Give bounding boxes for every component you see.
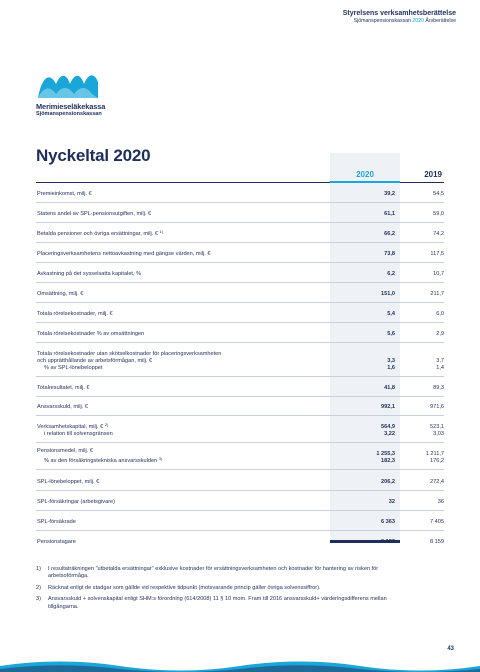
row-label: Ansvarsskuld, milj. €	[37, 404, 88, 410]
value-2019: 117,5	[430, 251, 444, 257]
value-2020: 32	[388, 499, 395, 505]
value-2019: 971,6	[430, 404, 444, 410]
value-2020: 6 363	[381, 519, 395, 525]
column-header-2020: 2020	[356, 170, 374, 179]
footnote-number: 2)	[36, 584, 41, 591]
row-label: Pensionsmedel, milj. €	[37, 448, 93, 454]
row-label: Totalresultatet, milj. €	[37, 385, 90, 391]
value-2019-sub: 176,2	[430, 458, 444, 464]
header-title: Styrelsens verksamhetsberättelse	[342, 10, 456, 17]
footer-wave-decoration	[0, 658, 480, 672]
value-2019: 3,7	[436, 358, 444, 364]
footnote-ref: 3)	[158, 456, 163, 461]
logo	[36, 70, 136, 117]
row-sublabel: % av SPL-lönebeloppet	[44, 365, 103, 371]
header-doc: Årsberättelse	[425, 18, 456, 24]
row-label: Verksamhetskapital, milj. €	[37, 424, 104, 430]
row-label: Avkastning på det sysselsatta kapitalet, %	[37, 271, 142, 277]
header-year: 2020	[412, 18, 424, 24]
footnote	[36, 566, 416, 581]
value-2019: 6,0	[436, 311, 444, 317]
value-2019-sub: 1,4	[436, 365, 444, 371]
value-2020: 992,1	[381, 404, 395, 410]
table-row	[36, 343, 444, 377]
value-2019: 10,7	[433, 271, 444, 277]
table-row	[36, 416, 444, 443]
wave-logo-icon	[36, 70, 100, 100]
table-row	[36, 377, 444, 397]
row-label: Placeringsverksamhetens nettoavkastning med gängse värden, milj. €	[37, 251, 211, 257]
value-2020: 8 122	[381, 539, 395, 545]
row-label: Totala rörelsekostnader utan skötselkostnader för placeringsverksamheten	[37, 351, 222, 357]
table-row	[36, 397, 444, 416]
value-2019: 7 405	[430, 519, 444, 525]
logo-name-fi: Merimieseläkekassa	[36, 102, 106, 111]
page-number: 43	[447, 646, 454, 652]
table-row	[36, 511, 444, 531]
key-figures-table	[36, 184, 444, 550]
table-row	[36, 243, 444, 263]
value-2020-sub: 3,22	[384, 431, 395, 437]
footnote-text: I resultaträkningen "utbetalda ersättningar" exklusive kostnader för ersättningsverksamheten och kostnader för hantering av risken för arbetsoförmåga.	[48, 566, 379, 580]
value-2019: 523,1	[430, 424, 444, 430]
value-2019: 54,5	[433, 191, 444, 197]
footnote	[36, 596, 416, 611]
row-label: Pensionstagare	[37, 539, 76, 545]
row-label: Totala rörelsekostnader % av omsättningen	[37, 331, 145, 337]
table-row	[36, 203, 444, 223]
value-2019: 89,3	[433, 385, 444, 391]
footnote-ref: 1)	[159, 229, 164, 234]
value-2020: 6,2	[387, 271, 395, 277]
footnote-text: Ansvarsskuld + solvenskapital enligt SHM:s förordning (614/2008) 11 § 10 mom. Fram till 2016 ansvarsskuld+ värderingsdifferens mellan tillgångarna.	[48, 596, 387, 610]
value-2020: 61,1	[384, 211, 395, 217]
table-row	[36, 223, 444, 243]
footnote	[36, 585, 416, 592]
row-label: Omsättning, milj. €	[37, 291, 84, 297]
value-2020-sub: 1,6	[387, 365, 395, 371]
value-2019: 1 211,7	[425, 451, 444, 457]
value-2020: 5,4	[387, 311, 395, 317]
current-year-rule	[330, 181, 400, 183]
table-bottom-rule	[330, 540, 400, 543]
value-2020: 206,2	[381, 479, 395, 485]
value-2019: 2,9	[436, 331, 444, 337]
row-label: Totala rörelsekostnader, milj. €	[37, 311, 113, 317]
table-row	[36, 303, 444, 323]
value-2020: 39,2	[384, 191, 395, 197]
value-2020: 151,0	[381, 291, 395, 297]
row-label: Statens andel av SPL-pensionsutgiften, milj. €	[37, 211, 152, 217]
footnote-number: 3)	[36, 596, 41, 603]
value-2019: 272,4	[430, 479, 444, 485]
value-2019-sub: 3,03	[433, 431, 444, 437]
page-title: Nyckeltal 2020	[36, 146, 151, 165]
table-row	[36, 263, 444, 283]
footnotes	[36, 566, 416, 615]
value-2020: 66,2	[384, 231, 395, 237]
footnote-text: Räcknat enligt de stadgar som gällde vid respektive tidpunkt (motsvarande princip gäller övriga solvenssiffror).	[48, 584, 321, 591]
row-sublabel: % av den försäkringstekniska ansvarsskulden	[44, 458, 158, 464]
value-2019: 36	[437, 499, 444, 505]
footnote-number: 1)	[36, 566, 41, 572]
row-label-line2: och upprätthållande av arbetsförmågan, milj. €	[37, 358, 153, 364]
logo-name-sv: Sjömanspensionskassan	[36, 111, 102, 117]
table-row	[36, 283, 444, 303]
value-2019: 211,7	[430, 291, 444, 297]
page-header	[343, 10, 456, 24]
value-2020: 41,8	[384, 385, 395, 391]
column-header-2019: 2019	[424, 170, 442, 179]
header-org: Sjömanspensionskassan	[353, 18, 411, 24]
value-2020: 3,3	[387, 358, 395, 364]
row-label: Premieinkomst, milj. €	[37, 191, 92, 197]
table-row	[36, 184, 444, 203]
value-2019: 8 159	[430, 539, 444, 545]
row-label: SPL-försäkrade	[37, 519, 76, 525]
value-2019: 59,0	[433, 211, 444, 217]
footnote-ref: 2)	[104, 422, 109, 427]
header-subtitle	[343, 18, 456, 24]
row-label: SPL-lönebeloppet, milj. €	[37, 479, 100, 485]
value-2020: 564,9	[381, 424, 395, 430]
table-row	[36, 443, 444, 470]
value-2020-sub: 182,3	[381, 458, 395, 464]
row-label: Betalda pensioner och övriga ersättningar, milj. €	[37, 231, 158, 237]
table-row	[36, 491, 444, 511]
row-label: SPL-försäkringar (arbetsgivare)	[37, 499, 116, 505]
value-2020: 1 255,3	[376, 451, 395, 457]
row-sublabel: i relation till solvensgränsen	[44, 431, 113, 437]
value-2019: 74,2	[433, 231, 444, 237]
value-2020: 5,6	[387, 331, 395, 337]
table-row	[36, 470, 444, 491]
table-row	[36, 323, 444, 343]
value-2020: 73,8	[384, 251, 395, 257]
